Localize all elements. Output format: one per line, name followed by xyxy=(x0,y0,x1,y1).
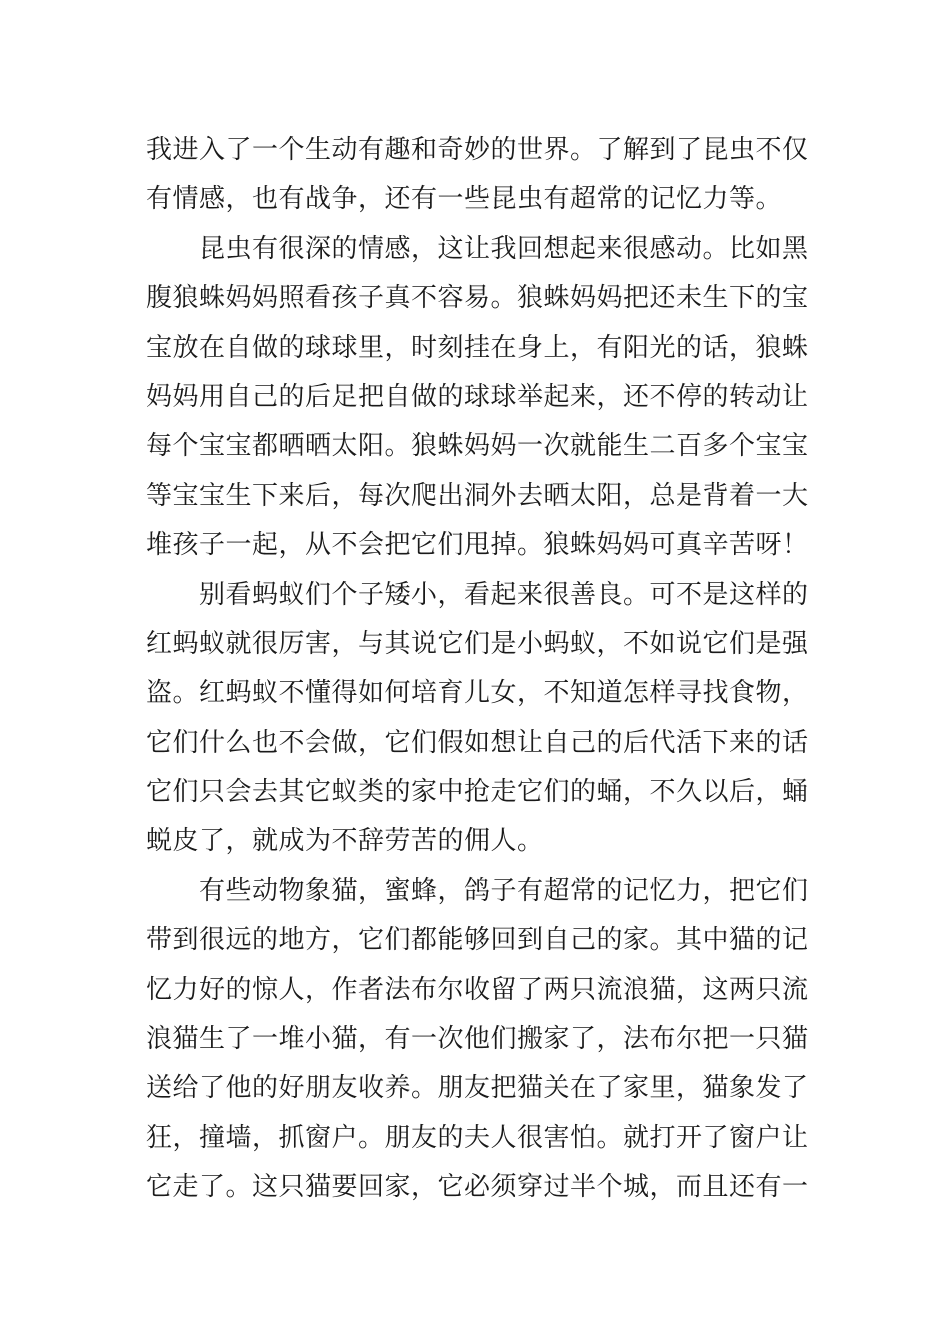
text-line: 狂，撞墙，抓窗户。朋友的夫人很害怕。就打开了窗户让 xyxy=(146,1122,809,1153)
text-line: 宝放在自做的球球里，时刻挂在身上，有阳光的话，狼蛛 xyxy=(146,332,809,363)
text-line: 蜕皮了，就成为不辞劳苦的佣人。 xyxy=(146,826,544,857)
body-text xyxy=(146,126,816,1213)
text-line: 带到很远的地方，它们都能够回到自己的家。其中猫的记 xyxy=(146,925,809,956)
text-line: 盗。红蚂蚁不懂得如何培育儿女，不知道怎样寻找食物， xyxy=(146,678,809,709)
text-line: 腹狼蛛妈妈照看孩子真不容易。狼蛛妈妈把还未生下的宝 xyxy=(146,283,809,314)
text-line: 我进入了一个生动有趣和奇妙的世界。了解到了昆虫不仅 xyxy=(146,135,809,165)
paragraph-start-line: 别看蚂蚁们个子矮小，看起来很善良。可不是这样的 xyxy=(199,579,809,610)
text-line: 堆孩子一起，从不会把它们甩掉。狼蛛妈妈可真辛苦呀！ xyxy=(146,530,809,561)
text-line: 送给了他的好朋友收养。朋友把猫关在了家里，猫象发了 xyxy=(146,1073,809,1104)
text-line: 有情感，也有战争，还有一些昆虫有超常的记忆力等。 xyxy=(146,184,783,215)
text-line: 妈妈用自己的后足把自做的球球举起来，还不停的转动让 xyxy=(146,381,809,412)
text-line: 忆力好的惊人，作者法布尔收留了两只流浪猫，这两只流 xyxy=(146,974,809,1005)
text-line: 它走了。这只猫要回家，它必须穿过半个城，而且还有一 xyxy=(146,1172,809,1203)
text-line: 浪猫生了一堆小猫，有一次他们搬家了，法布尔把一只猫 xyxy=(146,1024,809,1055)
paragraph-start-line: 昆虫有很深的情感，这让我回想起来很感动。比如黑 xyxy=(199,233,809,264)
text-line: 它们什么也不会做，它们假如想让自己的后代活下来的话 xyxy=(146,727,809,758)
text-line: 红蚂蚁就很厉害，与其说它们是小蚂蚁，不如说它们是强 xyxy=(146,628,809,659)
text-line: 每个宝宝都晒晒太阳。狼蛛妈妈一次就能生二百多个宝宝 xyxy=(146,431,809,462)
paragraph-start-line: 有些动物象猫，蜜蜂，鸽子有超常的记忆力，把它们 xyxy=(199,875,809,906)
text-line: 它们只会去其它蚁类的家中抢走它们的蛹，不久以后，蛹 xyxy=(146,777,809,808)
text-line: 等宝宝生下来后，每次爬出洞外去晒太阳，总是背着一大 xyxy=(146,480,809,511)
